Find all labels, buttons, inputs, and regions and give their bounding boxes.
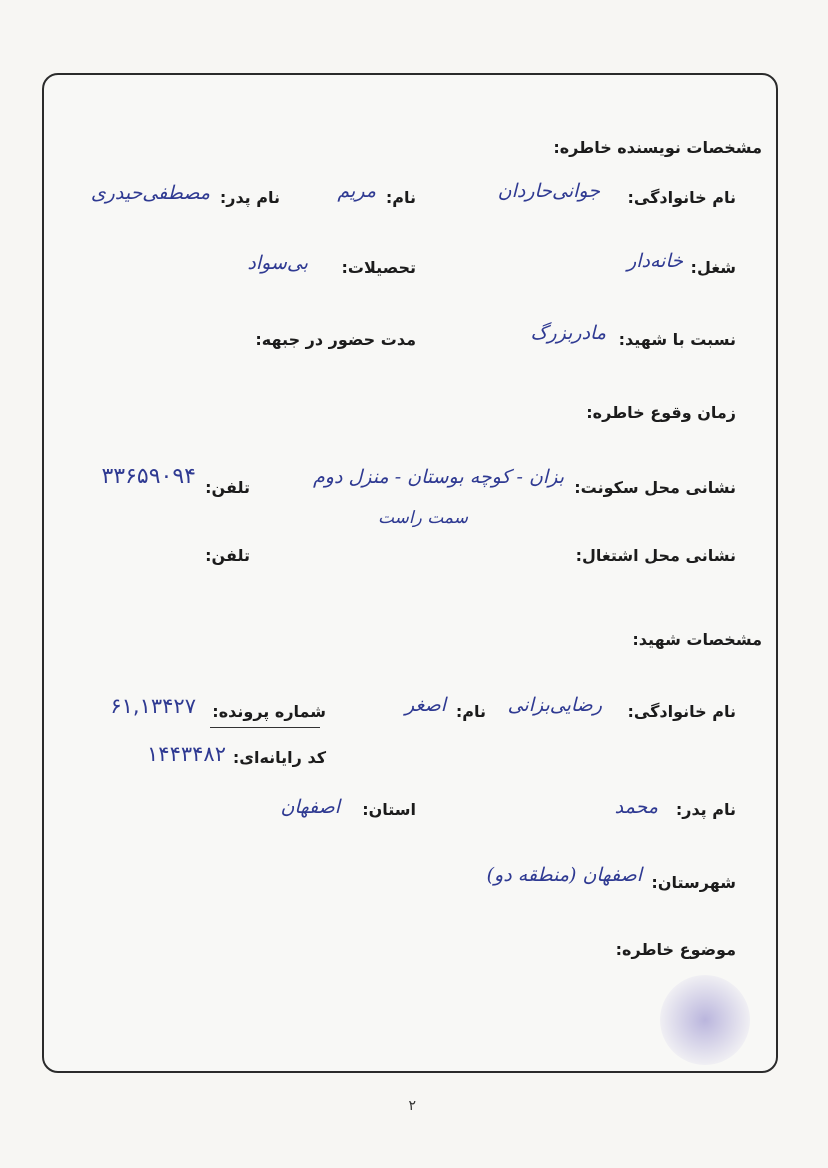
writer-family-label: نام خانوادگی: — [627, 188, 736, 207]
work-phone-label: تلفن: — [205, 546, 250, 565]
province-value: اصفهان — [280, 796, 340, 818]
file-number-label: شماره پرونده: — [212, 702, 326, 721]
work-address-label: نشانی محل اشتغال: — [575, 546, 736, 565]
writer-father-label: نام پدر: — [219, 188, 280, 207]
page-number: ۲ — [408, 1098, 416, 1114]
writer-relation-value: مادربزرگ — [530, 322, 606, 344]
martyr-name-value: اصغر — [404, 694, 446, 716]
writer-job-value: خانه‌دار — [627, 250, 683, 272]
writer-father-value: مصطفی‌حیدری — [90, 182, 210, 204]
writer-family-value: جوانی‌حاردان — [497, 180, 600, 202]
file-number-underline — [210, 727, 320, 728]
writer-relation-label: نسبت با شهید: — [618, 330, 736, 349]
martyr-father-label: نام پدر: — [675, 800, 736, 819]
writer-section-heading: مشخصات نویسنده خاطره: — [553, 138, 762, 157]
home-phone-label: تلفن: — [205, 478, 250, 497]
form-frame — [42, 73, 778, 1073]
writer-job-label: شغل: — [690, 258, 736, 277]
martyr-family-value: رضایی‌بزانی — [507, 694, 602, 716]
front-duration-label: مدت حضور در جبهه: — [255, 330, 416, 349]
martyr-section-heading: مشخصات شهید: — [632, 630, 762, 649]
home-address-label: نشانی محل سکونت: — [574, 478, 736, 497]
home-phone-value: ۳۳۶۵۹۰۹۴ — [101, 464, 196, 489]
home-address-value: بزان - کوچه بوستان - منزل دوم — [313, 466, 564, 488]
writer-name-value: مریم — [337, 180, 376, 202]
memory-time-label: زمان وقوع خاطره: — [586, 403, 736, 422]
city-value: اصفهان (منطقه دو) — [486, 864, 642, 886]
writer-name-label: نام: — [385, 188, 416, 207]
home-address-value-line2: سمت راست — [377, 508, 468, 528]
writer-education-label: تحصیلات: — [341, 258, 416, 277]
file-number-value: ۶۱,۱۳۴۲۷ — [110, 694, 196, 718]
memory-topic-label: موضوع خاطره: — [615, 940, 736, 959]
writer-education-value: بی‌سواد — [247, 252, 308, 274]
martyr-father-value: محمد — [614, 796, 658, 818]
province-label: استان: — [362, 800, 416, 819]
martyr-name-label: نام: — [455, 702, 486, 721]
city-label: شهرستان: — [651, 873, 736, 892]
computer-code-label: کد رایانه‌ای: — [232, 748, 326, 767]
martyr-family-label: نام خانوادگی: — [627, 702, 736, 721]
ink-stamp — [660, 975, 750, 1065]
computer-code-value: ۱۴۴۳۴۸۲ — [147, 742, 226, 766]
